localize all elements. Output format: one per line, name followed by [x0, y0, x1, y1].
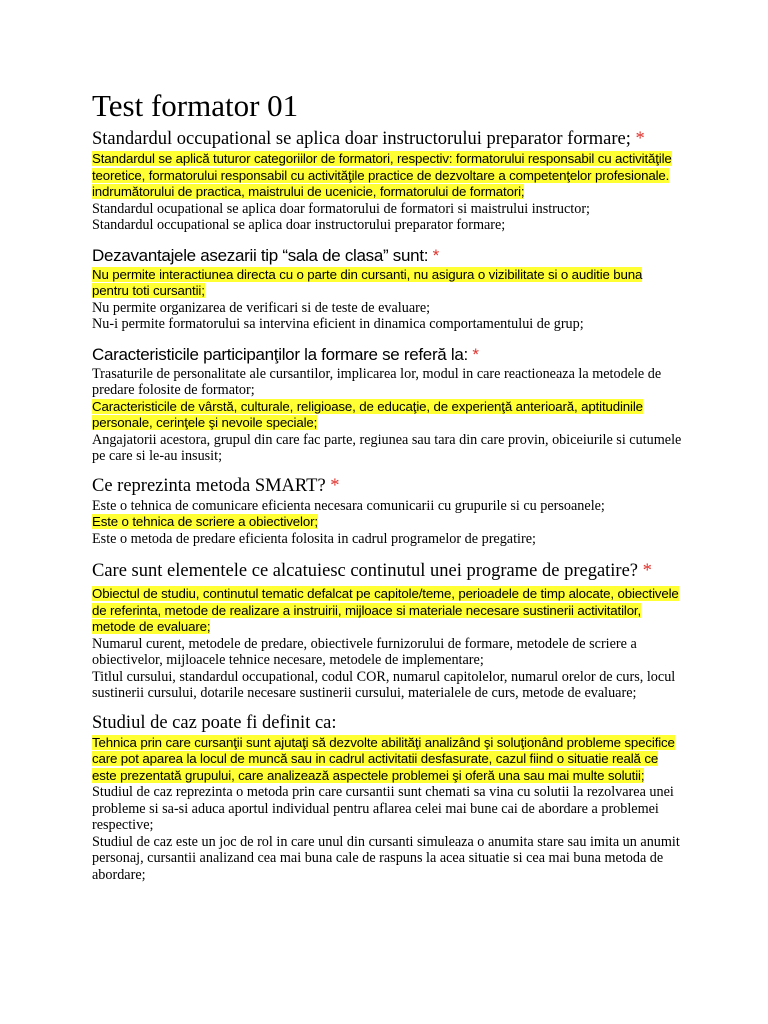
highlighted-answer: Tehnica prin care cursanţii sunt ajutaţi să dezvolte abilităţi analizând şi soluţionând probleme specifice care pot aparea la locul de muncă sau in cadrul activitatii desfasurate, cazul fiind o situatie reală ce este prezentată grupului, care analizează aspectele problemei şi oferă una sau mai multe solutii;	[92, 734, 675, 783]
answer-option-correct	[92, 399, 682, 432]
question-block	[92, 128, 682, 234]
question-text	[92, 128, 682, 151]
highlighted-answer: Este o tehnica de scriere a obiectivelor;	[92, 514, 318, 529]
answer-option: Nu permite organizarea de verificari si de teste de evaluare;	[92, 299, 431, 316]
answer-option: Studiul de caz reprezinta o metoda prin care cursantii sunt chemati sa vina cu solutii la rezolvarea unei probleme si sa-si aduca aportul individual pentru aflarea celei mai bune cai de abordare a problemei respective;	[92, 784, 674, 833]
question-text	[92, 244, 682, 267]
required-star: *	[330, 475, 340, 496]
required-star: *	[635, 129, 645, 149]
answer-option-correct	[92, 514, 682, 531]
answer-option-correct	[92, 735, 682, 785]
answer-option-correct	[92, 151, 682, 201]
answer-option: Este o tehnica de comunicare eficienta necesara comunicarii cu grupurile si cu persoanele;	[92, 497, 605, 514]
required-star: *	[432, 245, 439, 265]
question-label: Dezavantajele asezarii tip “sala de clasa” sunt:	[92, 245, 433, 265]
document-page	[92, 88, 682, 883]
answer-option: Angajatorii acestora, grupul din care fac parte, regiunea sau tara din care provin, obiceiurile si cutumele pe care si le-au insusit;	[92, 431, 682, 464]
answer-option: Trasaturile de personalitate ale cursantilor, implicarea lor, modul in care reactioneaza la metodele de predare folosite de formator;	[92, 365, 662, 398]
question-label: Ce reprezinta metoda SMART?	[92, 475, 331, 496]
highlighted-answer: Obiectul de studiu, continutul tematic defalcat pe capitole/teme, perioadele de timp alocate, obiectivele de referinta, metode de realizare a instruirii, mijloace si materiale necesare sustinerii activitatilor, metode de evaluare;	[92, 586, 679, 634]
question-label: Care sunt elementele ce alcatuiesc continutul unei programe de pregatire?	[92, 561, 643, 581]
question-block	[92, 475, 682, 548]
question-block	[92, 712, 682, 884]
question-text	[92, 343, 682, 366]
answer-option: Standardul occupational se aplica doar instructorului preparator formare;	[92, 217, 506, 233]
question-label: Studiul de caz poate fi definit ca:	[92, 712, 337, 733]
question-label: Standardul occupational se aplica doar instructorului preparator formare;	[92, 129, 636, 149]
question-text	[92, 712, 682, 735]
answer-option: Nu-i permite formatorului sa intervina eficient in dinamica comportamentului de grup;	[92, 316, 584, 332]
required-star: *	[642, 561, 652, 581]
document-title: Test formator 01	[92, 88, 299, 123]
question-block	[92, 557, 682, 702]
highlighted-answer: Nu permite interactiunea directa cu o parte din cursanti, nu asigura o vizibilitate si o auditie buna pentru toti cursantii;	[92, 266, 643, 298]
answer-option: Standardul ocupational se aplica doar formatorului de formatori si maistrului instructor;	[92, 200, 591, 217]
answer-option: Este o metoda de predare eficienta folosita in cadrul programelor de pregatire;	[92, 530, 536, 547]
question-block	[92, 244, 682, 333]
question-block	[92, 343, 682, 465]
answer-option-correct	[92, 586, 682, 636]
answer-option: Titlul cursului, standardul occupational, codul COR, numarul capitolelor, numarul orelor de curs, locul sustinerii cursului, dotarile necesare sustinerii cursului, materialele de curs, metode de evaluare;	[92, 668, 676, 701]
question-text	[92, 475, 682, 498]
highlighted-answer: Caracteristicile de vârstă, culturale, religioase, de educaţie, de experienţă anterioară, aptitudinile personale, cerinţele şi nevoile speciale;	[92, 398, 643, 430]
required-star: *	[472, 344, 479, 364]
highlighted-answer: Standardul se aplică tuturor categoriilor de formatori, respectiv: formatorului responsabil cu activităţile teoretice, formatorului responsabil cu activităţile practice de dezvoltare a competenţelor profesionale. indrumătorului de practica, maistrului de ucenicie, formatorului de formatori;	[92, 151, 672, 199]
answer-option: Numarul curent, metodele de predare, obiectivele furnizorului de formare, metodele de scriere a obiectivelor, mijloacele tehnice necesare, metodele de implementare;	[92, 635, 637, 668]
answer-option-correct	[92, 267, 682, 300]
question-label: Caracteristicile participanţilor la formare se referă la:	[92, 344, 473, 364]
answer-option: Studiul de caz este un joc de rol in care unul din cursanti simuleaza o anumita stare sau imita un anumit personaj, cursantii analizand cea mai buna cale de raspuns la acea situatie si cea mai buna metoda de abordare;	[92, 833, 680, 883]
question-text	[92, 557, 682, 586]
